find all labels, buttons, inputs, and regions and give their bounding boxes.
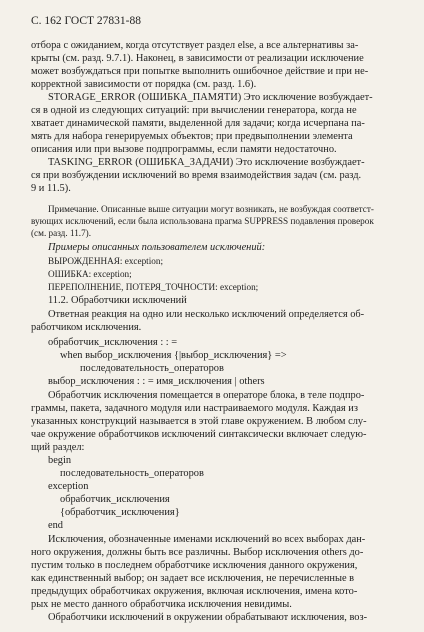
code-line: последовательность_операторов xyxy=(60,468,204,479)
text-line: STORAGE_ERROR (ОШИБКА_ПАМЯТИ) Это исключение возбуждает- xyxy=(48,92,373,103)
section-heading: 11.2. Обработчики исключений xyxy=(48,295,187,306)
code-line: {обработчик_исключения} xyxy=(60,507,180,518)
text-line: указанных конструкций называется в этой главе окружением. В любом слу- xyxy=(31,416,367,427)
code-line: ПЕРЕПОЛНЕНИЕ, ПОТЕРЯ_ТОЧНОСТИ: exception; xyxy=(48,282,259,292)
text-line: Обработчики исключений в окружении обрабатывают исключения, воз- xyxy=(48,612,368,623)
text-line: 9 и 11.5). xyxy=(31,183,71,194)
text-line: TASKING_ERROR (ОШИБКА_ЗАДАЧИ) Это исключение возбуждает- xyxy=(48,157,365,168)
note-line: вующих исключений, если была использована прагма SUPPRESS подавления проверок xyxy=(31,216,374,226)
page-header: С. 162 ГОСТ 27831-88 xyxy=(31,15,142,27)
code-line: ВЫРОЖДЕННАЯ: exception; xyxy=(48,256,164,266)
text-line: может возбуждаться при попытке выполнить ошибочное действие и при не- xyxy=(31,66,369,77)
text-line: отбора с ожиданием, когда отсутствует раздел else, а все альтернативы за- xyxy=(31,40,359,51)
text-line: ся в одной из следующих ситуаций: при вычислении генератора, когда не xyxy=(31,105,357,116)
text-line: ного окружения, должны быть все различны. Выбор исключения others до- xyxy=(31,547,364,558)
text-line: Ответная реакция на одно или несколько исключений определяется об- xyxy=(48,309,365,320)
text-line: крыты (см. разд. 9.7.1). Наконец, в зависимости от реализации исключение xyxy=(31,53,364,64)
text-line: Обработчик исключения помещается в операторе блока, в теле подпро- xyxy=(48,390,365,401)
syntax-line: выбор_исключения : : = имя_исключения | others xyxy=(48,376,265,387)
note-line: (см. разд. 11.7). xyxy=(31,228,92,238)
text-line: мять для набора генерируемых объектов; при предвыполнении элемента xyxy=(31,131,353,142)
code-line: end xyxy=(48,520,64,531)
syntax-line: последовательность_операторов xyxy=(80,363,224,374)
text-line: как единственный выбор; он задает все исключения, не перечисленные в xyxy=(31,573,355,584)
text-line: щий раздел: xyxy=(31,442,85,453)
text-line: пустим только в последнем обработчике исключения данного окружения, xyxy=(31,560,358,571)
text-line: Исключения, обозначенные именами исключений во всех выборах дан- xyxy=(48,534,366,545)
text-line: работчиком исключения. xyxy=(31,322,142,333)
text-line: предыдущих обработчиках окружения, включая исключения, имена кото- xyxy=(31,586,358,597)
examples-heading: Примеры описанных пользователем исключений: xyxy=(48,242,266,253)
text-line: корректной зависимости от порядка (см. разд. 1.6). xyxy=(31,79,257,90)
code-line: обработчик_исключения xyxy=(60,494,170,505)
text-line: описания или при вызове подпрограммы, если памяти недостаточно. xyxy=(31,144,337,155)
code-line: ОШИБКА: exception; xyxy=(48,269,132,279)
code-line: exception xyxy=(48,481,89,492)
syntax-line: обработчик_исключения : : = xyxy=(48,337,178,348)
text-line: ся при возбуждении исключений во время взаимодействия задач (см. разд. xyxy=(31,170,362,181)
text-line: хватает динамической памяти, выделенной для задачи; когда исчерпана па- xyxy=(31,118,365,129)
code-line: begin xyxy=(48,455,72,466)
text-line: рых не место данного обработчика исключения невидимы. xyxy=(31,599,292,610)
text-line: граммы, пакета, задачного модуля или настраиваемого модуля. Каждая из xyxy=(31,403,358,414)
text-line: чае окружение обработчиков исключений синтаксически включает следую- xyxy=(31,429,367,440)
syntax-line: when выбор_исключения {|выбор_исключения} => xyxy=(60,350,287,361)
note-line: Примечание. Описанные выше ситуации могут возникать, не возбуждая соответст- xyxy=(48,204,374,214)
